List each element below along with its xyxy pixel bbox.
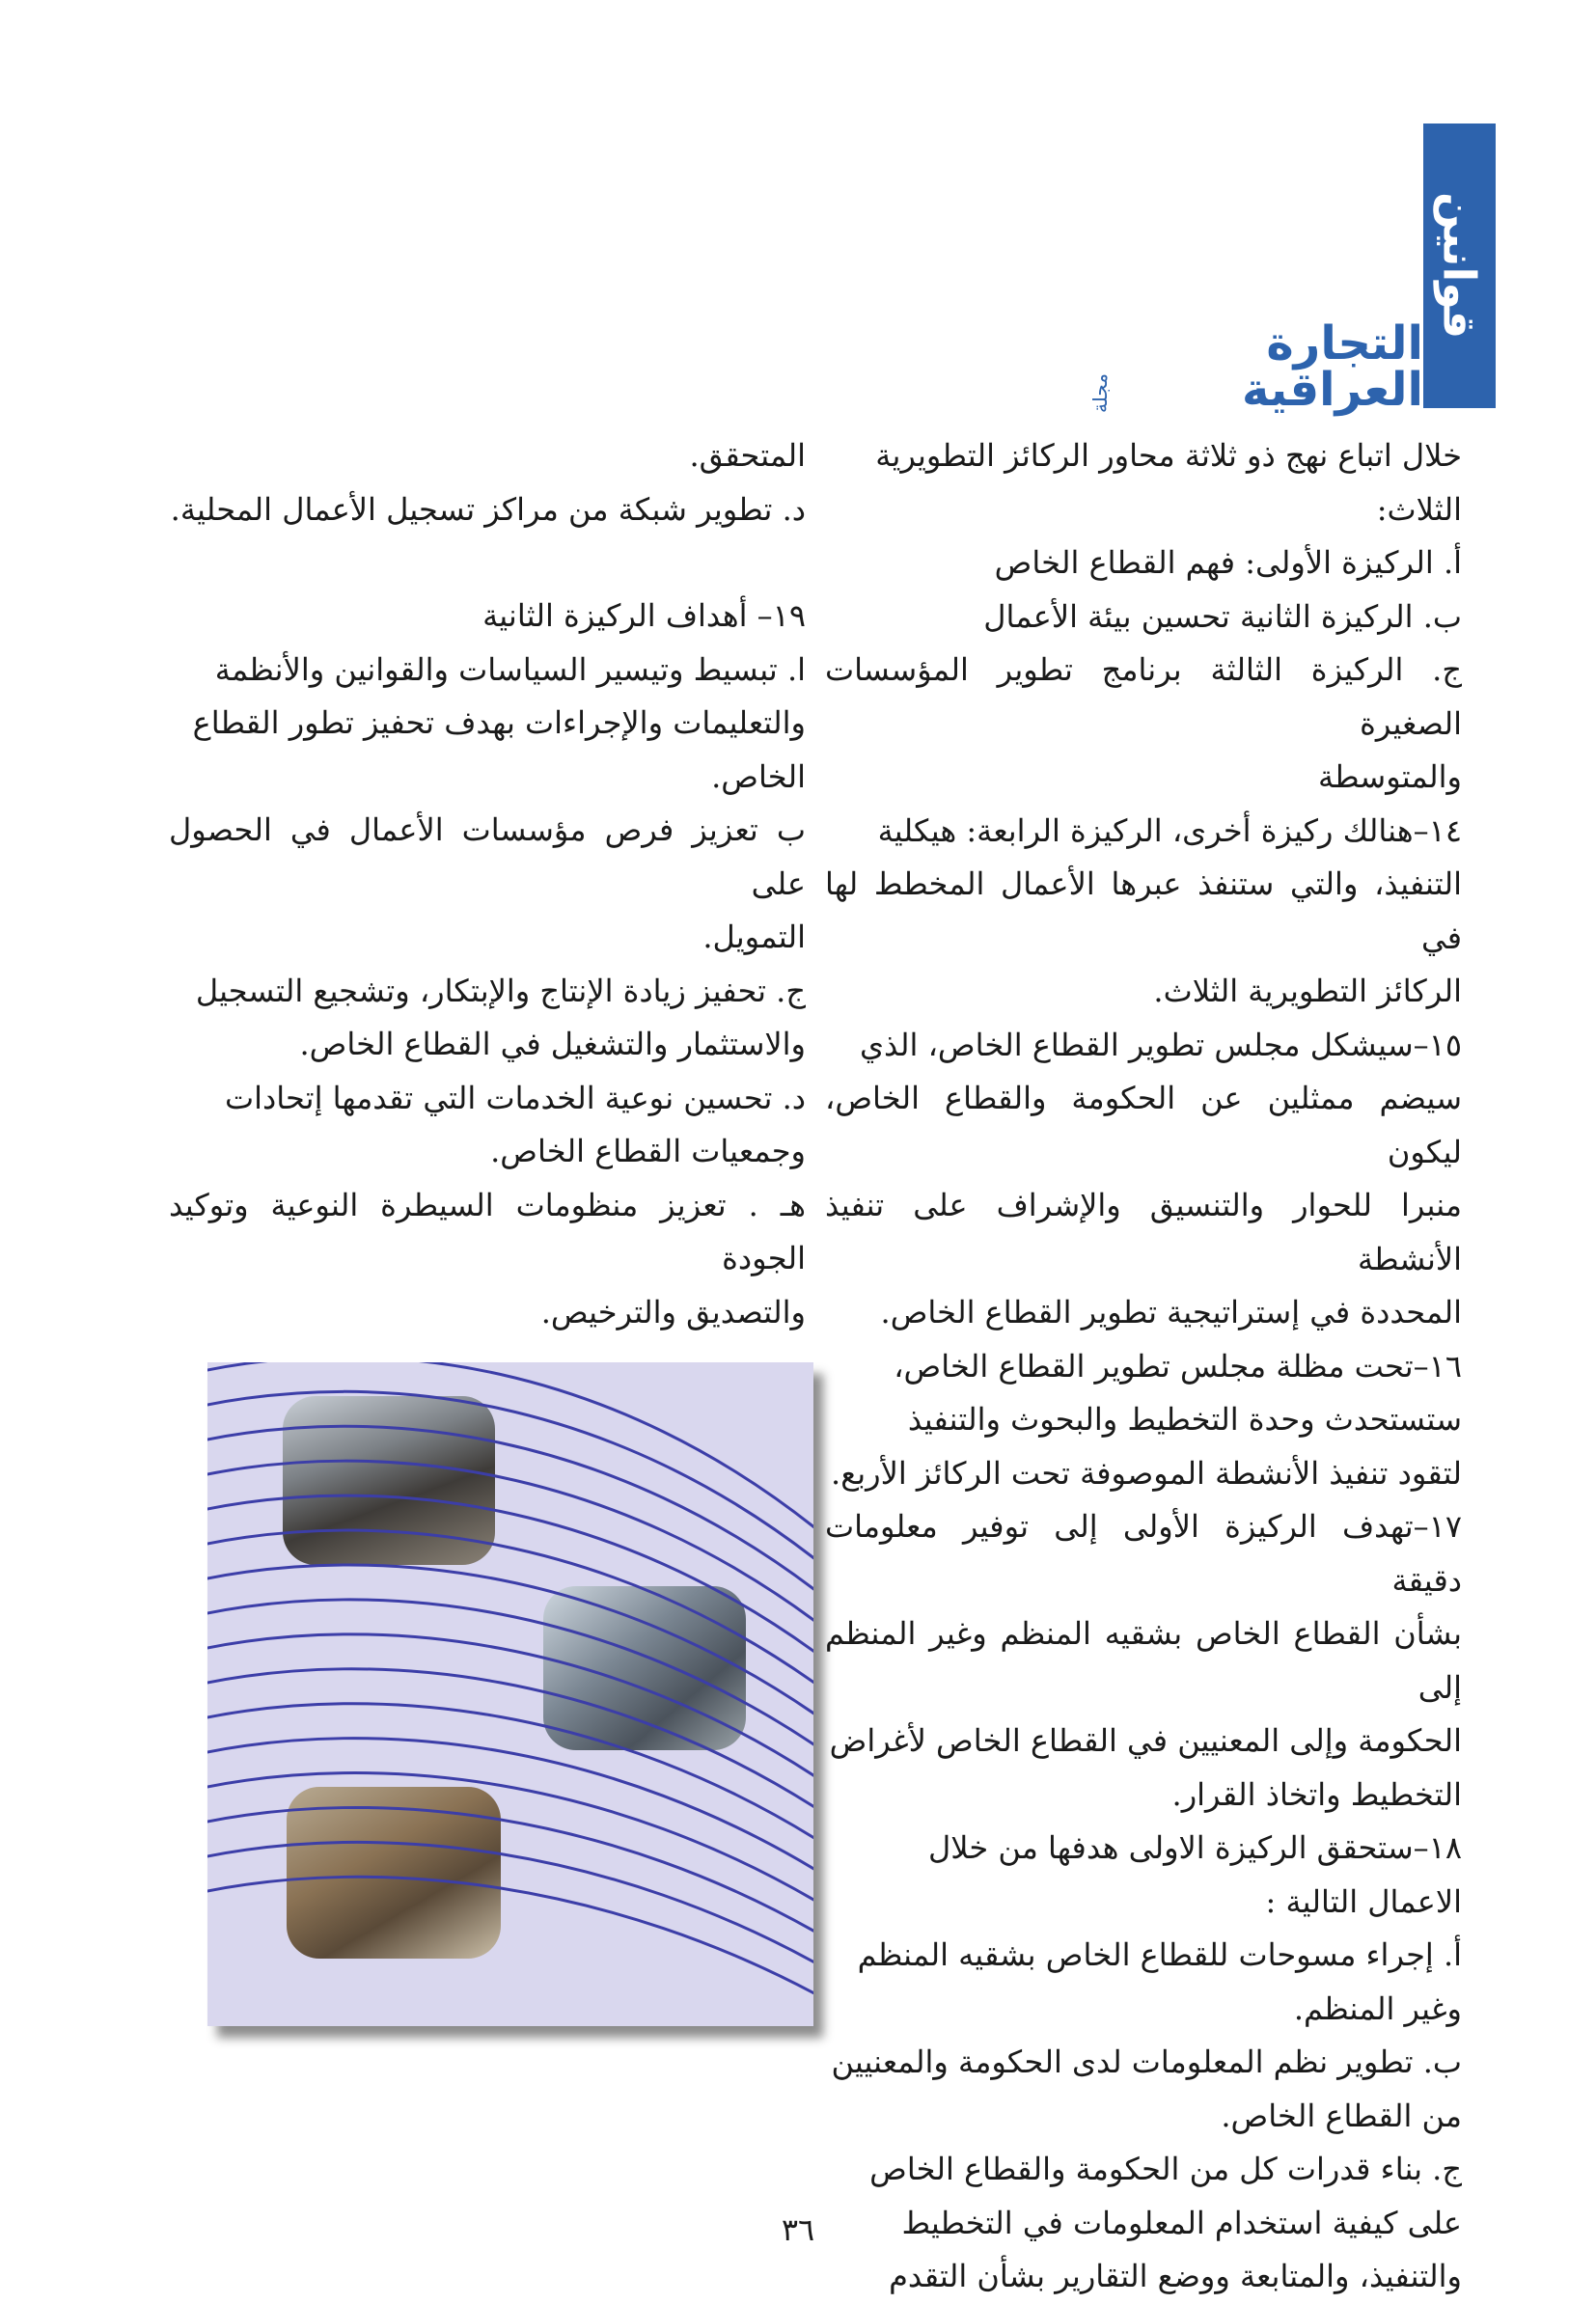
decorative-line <box>207 1600 813 1752</box>
text-line: والاستثمار والتشغيل في القطاع الخاص. <box>299 1026 806 1062</box>
text-line: سيضم ممثلين عن الحكومة والقطاع الخاص، ليكون <box>825 1080 1462 1170</box>
text-line: التنفيذ، والتي ستنفذ عبرها الأعمال المخطط لها في <box>825 865 1462 956</box>
text-line: لتقود تنفيذ الأنشطة الموصوفة تحت الركائز الأربع. <box>831 1454 1462 1492</box>
text-line: د. تطوير شبكة من مراكز تسجيل الأعمال المحلية. <box>170 490 806 528</box>
text-line: ب. تطوير نظم المعلومات لدى الحكومة والمعنيين <box>831 2043 1462 2080</box>
photo-collage <box>207 1362 813 2026</box>
section-tab <box>1423 123 1496 408</box>
left-column <box>169 429 806 1339</box>
text-line: والمتوسطة <box>1318 758 1462 795</box>
decorative-line <box>207 1877 813 1999</box>
text-line: ج. بناء قدرات كل من الحكومة والقطاع الخاص <box>869 2151 1462 2187</box>
decorative-line <box>207 1530 813 1690</box>
text-line: المتحقق. <box>689 437 806 474</box>
text-line: ١٤–هنالك ركيزة أخرى، الركيزة الرابعة: هيكلية <box>877 811 1462 849</box>
text-line: الخاص. <box>711 757 806 795</box>
text-line: ١٧–تهدف الركيزة الأولى إلى توفير معلومات دقيقة <box>825 1508 1462 1599</box>
page-number: ٣٦ <box>781 2211 815 2248</box>
decorative-line <box>207 1565 813 1721</box>
text-line: التمويل. <box>702 919 806 955</box>
right-column <box>825 429 1462 2304</box>
text-line: الحكومة وإلى المعنيين في القطاع الخاص لأغراض <box>829 1722 1462 1759</box>
text-line: ج. الركيزة الثالثة برنامج تطوير المؤسسات الصغيرة <box>825 651 1462 742</box>
text-line: التخطيط واتخاذ القرار. <box>1171 1775 1462 1813</box>
section-heading: ١٩– أهداف الركيزة الثانية <box>482 597 806 634</box>
text-line: ب تعزيز فرص مؤسسات الأعمال في الحصول على <box>169 811 806 902</box>
text-line: خلال اتباع نهج ذو ثلاثة محاور الركائز التطويرية <box>875 437 1462 474</box>
text-line: ١٦–تحت مظلة مجلس تطوير القطاع الخاص، <box>894 1347 1462 1385</box>
text-line: د. تحسين نوعية الخدمات التي تقدمها إتحادات <box>225 1079 806 1116</box>
text-line: والتنفيذ، والمتابعة ووضع التقارير بشأن التقدم <box>889 2258 1462 2294</box>
text-line: ج. تحفيز زيادة الإنتاج والإبتكار، وتشجيع التسجيل <box>195 972 806 1009</box>
text-line: من القطاع الخاص. <box>1221 2097 1462 2134</box>
text-line: على كيفية استخدام المعلومات في التخطيط <box>901 2204 1462 2241</box>
text-line: الثلاث: <box>1376 490 1462 528</box>
text-line: بشأن القطاع الخاص بشقيه المنظم وغير المنظم إلى <box>825 1615 1462 1706</box>
text-line: وغير المنظم. <box>1293 1989 1462 2027</box>
decorative-line <box>207 1362 813 1536</box>
text-line: وجمعيات القطاع الخاص. <box>490 1133 806 1169</box>
magazine-name: التجارة العراقية <box>1241 316 1423 417</box>
text-line: الاعمال التالية : <box>1265 1882 1462 1920</box>
text-line: ب. الركيزة الثانية تحسين بيئة الأعمال <box>983 597 1462 635</box>
text-line: ١٨–ستحقق الركيزة الاولى هدفها من خلال <box>928 1829 1462 1866</box>
decorative-line <box>207 1426 813 1598</box>
decorative-curved-lines <box>207 1362 813 2026</box>
text-line: والتعليمات والإجراءات بهدف تحفيز تطور القطاع <box>192 704 806 741</box>
text-line: المحددة في إستراتيجية تطوير القطاع الخاص. <box>880 1294 1462 1330</box>
magazine-logo <box>1088 316 1423 417</box>
text-line: ستستحدث وحدة التخطيط والبحوث والتنفيذ <box>907 1401 1462 1438</box>
text-line: الركائز التطويرية الثلاث. <box>1153 973 1462 1009</box>
text-line: أ. الركيزة الأولى: فهم القطاع الخاص <box>994 544 1462 581</box>
decorative-line <box>207 1634 813 1783</box>
paragraph-gap <box>169 536 806 590</box>
text-line: والتصديق والترخيص. <box>540 1293 806 1330</box>
text-line: منبرا للحوار والتنسيق والإشراف على تنفيذ الأنشطة <box>825 1187 1462 1277</box>
decorative-line <box>207 1461 813 1629</box>
text-line: ١٥–سيشكل مجلس تطوير القطاع الخاص، الذي <box>859 1026 1462 1063</box>
magazine-prefix: مجلة <box>1088 373 1112 413</box>
text-line: هـ . تعزيز منظومات السيطرة النوعية وتوكيد الجودة <box>169 1186 806 1276</box>
text-line: أ. إجراء مسوحات للقطاع الخاص بشقيه المنظم <box>857 1936 1462 1973</box>
text-line: ا. تبسيط وتيسير السياسات والقوانين والأنظمة <box>214 650 806 688</box>
section-tab-label: قوانين <box>1433 192 1486 340</box>
